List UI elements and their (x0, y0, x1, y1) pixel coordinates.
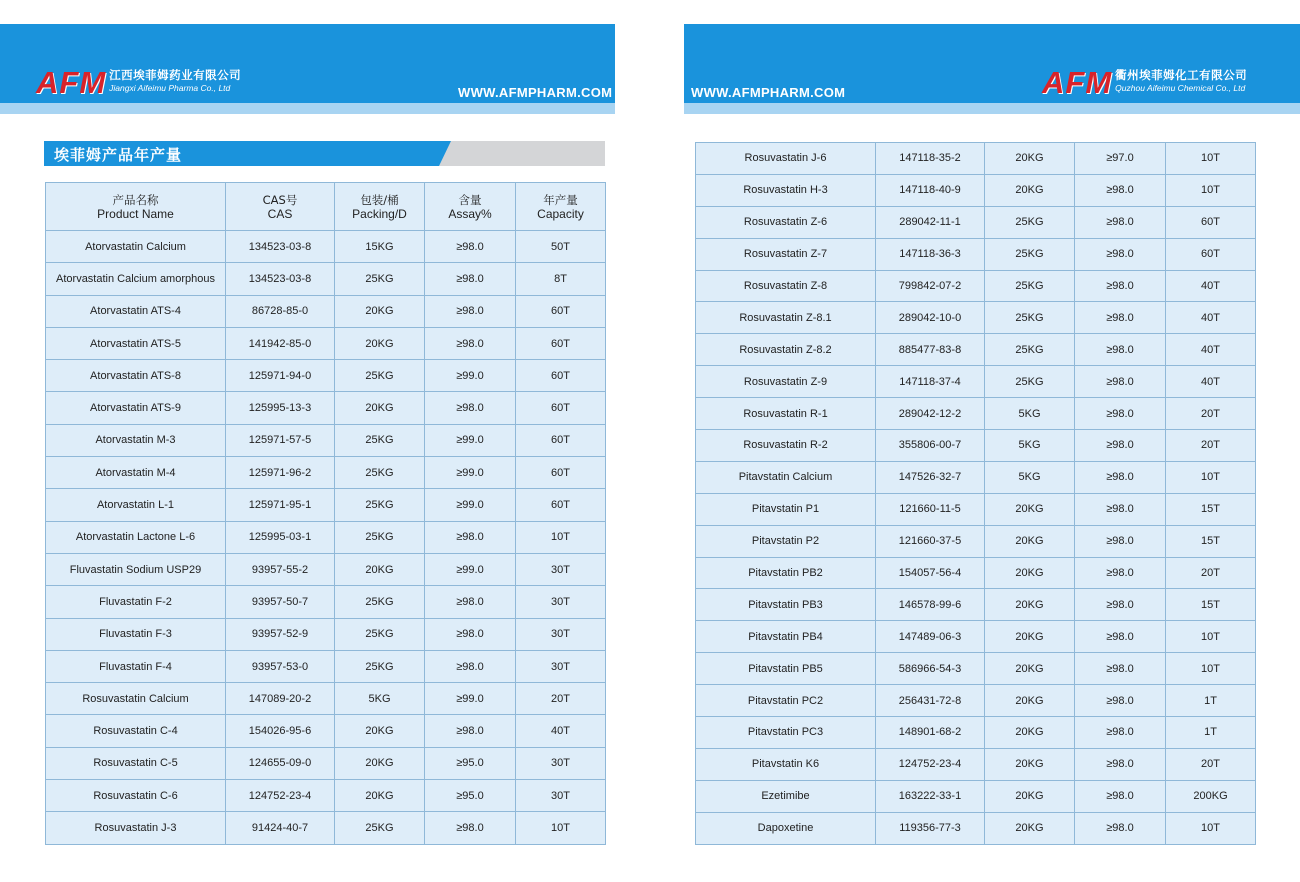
capacity-cell: 20T (1166, 398, 1256, 430)
packing-cell: 20KG (335, 327, 425, 359)
table-row (696, 653, 1256, 685)
capacity-cell: 40T (1166, 270, 1256, 302)
assay-cell: ≥95.0 (425, 780, 516, 812)
packing-cell: 25KG (985, 366, 1075, 398)
cas-cell: 154057-56-4 (876, 557, 985, 589)
product-name-cell: Pitavstatin PB2 (696, 557, 876, 589)
capacity-cell: 1T (1166, 717, 1256, 749)
cas-cell: 93957-50-7 (226, 586, 335, 618)
capacity-cell: 60T (516, 424, 606, 456)
product-name-cell: Rosuvastatin Z-7 (696, 238, 876, 270)
cas-cell: 154026-95-6 (226, 715, 335, 747)
right-header (684, 24, 1300, 114)
packing-cell: 20KG (335, 553, 425, 585)
company-name-cn: 江西埃菲姆药业有限公司 (109, 68, 242, 82)
product-name-cell: Rosuvastatin J-6 (696, 143, 876, 175)
assay-cell: ≥98.0 (1075, 366, 1166, 398)
left-header (0, 24, 615, 114)
header-capacity: 年产量 Capacity (516, 183, 606, 231)
cas-cell: 125971-94-0 (226, 360, 335, 392)
cas-cell: 93957-55-2 (226, 553, 335, 585)
assay-cell: ≥98.0 (1075, 525, 1166, 557)
product-name-cell: Rosuvastatin Calcium (46, 683, 226, 715)
product-name-cell: Rosuvastatin H-3 (696, 174, 876, 206)
assay-cell: ≥98.0 (425, 263, 516, 295)
capacity-cell: 40T (1166, 334, 1256, 366)
product-name-cell: Atorvastatin ATS-8 (46, 360, 226, 392)
table-row (696, 366, 1256, 398)
section-title: 埃菲姆产品年产量 (54, 146, 183, 164)
packing-cell: 20KG (985, 174, 1075, 206)
assay-cell: ≥98.0 (425, 586, 516, 618)
cas-cell: 147118-37-4 (876, 366, 985, 398)
capacity-cell: 20T (1166, 748, 1256, 780)
product-name-cell: Rosuvastatin C-6 (46, 780, 226, 812)
table-row (46, 780, 606, 812)
assay-cell: ≥98.0 (1075, 302, 1166, 334)
cas-cell: 147118-35-2 (876, 143, 985, 175)
packing-cell: 25KG (335, 424, 425, 456)
assay-cell: ≥99.0 (425, 489, 516, 521)
assay-cell: ≥98.0 (1075, 270, 1166, 302)
capacity-cell: 10T (516, 521, 606, 553)
capacity-cell: 200KG (1166, 780, 1256, 812)
assay-cell: ≥98.0 (1075, 238, 1166, 270)
assay-cell: ≥98.0 (1075, 748, 1166, 780)
packing-cell: 25KG (985, 206, 1075, 238)
packing-cell: 25KG (335, 521, 425, 553)
capacity-cell: 10T (1166, 461, 1256, 493)
product-name-cell: Fluvastatin F-2 (46, 586, 226, 618)
table-row (46, 553, 606, 585)
assay-cell: ≥98.0 (1075, 812, 1166, 844)
header-product-name: 产品名称 Product Name (46, 183, 226, 231)
packing-cell: 5KG (985, 461, 1075, 493)
table-row (696, 430, 1256, 462)
packing-cell: 20KG (985, 621, 1075, 653)
product-name-cell: Atorvastatin Calcium amorphous (46, 263, 226, 295)
packing-cell: 20KG (985, 493, 1075, 525)
cas-cell: 93957-53-0 (226, 650, 335, 682)
cas-cell: 91424-40-7 (226, 812, 335, 844)
assay-cell: ≥99.0 (425, 360, 516, 392)
product-name-cell: Pitavstatin PB5 (696, 653, 876, 685)
cas-cell: 121660-37-5 (876, 525, 985, 557)
packing-cell: 15KG (335, 231, 425, 263)
packing-cell: 20KG (985, 557, 1075, 589)
packing-cell: 25KG (985, 334, 1075, 366)
cas-cell: 147489-06-3 (876, 621, 985, 653)
assay-cell: ≥98.0 (1075, 557, 1166, 589)
assay-cell: ≥99.0 (425, 683, 516, 715)
table-row (696, 557, 1256, 589)
product-name-cell: Rosuvastatin C-4 (46, 715, 226, 747)
packing-cell: 25KG (335, 586, 425, 618)
cas-cell: 124752-23-4 (226, 780, 335, 812)
packing-cell: 5KG (335, 683, 425, 715)
capacity-cell: 60T (1166, 238, 1256, 270)
table-row (46, 747, 606, 779)
table-row (46, 586, 606, 618)
table-row (696, 302, 1256, 334)
product-name-cell: Pitavstatin P1 (696, 493, 876, 525)
table-row (696, 398, 1256, 430)
header-cas: CAS号 CAS (226, 183, 335, 231)
capacity-cell: 30T (516, 780, 606, 812)
packing-cell: 25KG (985, 238, 1075, 270)
product-name-cell: Pitavstatin PC3 (696, 717, 876, 749)
product-name-cell: Fluvastatin F-4 (46, 650, 226, 682)
cas-cell: 125971-57-5 (226, 424, 335, 456)
cas-cell: 125995-03-1 (226, 521, 335, 553)
assay-cell: ≥98.0 (1075, 206, 1166, 238)
left-product-table (45, 182, 606, 845)
cas-cell: 148901-68-2 (876, 717, 985, 749)
product-name-cell: Pitavstatin P2 (696, 525, 876, 557)
product-name-cell: Ezetimibe (696, 780, 876, 812)
product-name-cell: Rosuvastatin Z-8 (696, 270, 876, 302)
table-row (46, 650, 606, 682)
assay-cell: ≥98.0 (425, 231, 516, 263)
table-row (46, 231, 606, 263)
capacity-cell: 15T (1166, 589, 1256, 621)
table-row (696, 621, 1256, 653)
packing-cell: 25KG (985, 302, 1075, 334)
cas-cell: 124655-09-0 (226, 747, 335, 779)
product-name-cell: Rosuvastatin Z-9 (696, 366, 876, 398)
packing-cell: 25KG (335, 650, 425, 682)
product-name-cell: Pitavstatin K6 (696, 748, 876, 780)
packing-cell: 25KG (335, 812, 425, 844)
left-company-logo (36, 65, 242, 100)
assay-cell: ≥98.0 (1075, 398, 1166, 430)
capacity-cell: 50T (516, 231, 606, 263)
cas-cell: 256431-72-8 (876, 685, 985, 717)
cas-cell: 147118-36-3 (876, 238, 985, 270)
packing-cell: 20KG (985, 717, 1075, 749)
cas-cell: 147089-20-2 (226, 683, 335, 715)
capacity-cell: 60T (516, 360, 606, 392)
product-name-cell: Pitavstatin PC2 (696, 685, 876, 717)
capacity-cell: 20T (1166, 557, 1256, 589)
header-band (0, 103, 615, 114)
capacity-cell: 40T (1166, 302, 1256, 334)
packing-cell: 5KG (985, 398, 1075, 430)
assay-cell: ≥98.0 (425, 812, 516, 844)
product-name-cell: Rosuvastatin Z-8.1 (696, 302, 876, 334)
assay-cell: ≥98.0 (1075, 717, 1166, 749)
packing-cell: 25KG (335, 360, 425, 392)
table-row (696, 143, 1256, 175)
cas-cell: 125971-96-2 (226, 457, 335, 489)
assay-cell: ≥99.0 (425, 553, 516, 585)
company-name-cn: 衢州埃菲姆化工有限公司 (1115, 68, 1248, 82)
packing-cell: 25KG (985, 270, 1075, 302)
table-row (46, 457, 606, 489)
product-name-cell: Fluvastatin Sodium USP29 (46, 553, 226, 585)
cas-cell: 86728-85-0 (226, 295, 335, 327)
header-band (684, 103, 1300, 114)
table-row (696, 174, 1256, 206)
packing-cell: 20KG (335, 295, 425, 327)
header-packing: 包装/桶 Packing/D (335, 183, 425, 231)
product-name-cell: Pitavstatin Calcium (696, 461, 876, 493)
product-name-cell: Atorvastatin ATS-9 (46, 392, 226, 424)
table-row (46, 812, 606, 844)
capacity-cell: 60T (516, 327, 606, 359)
product-name-cell: Atorvastatin L-1 (46, 489, 226, 521)
product-name-cell: Rosuvastatin J-3 (46, 812, 226, 844)
table-row (696, 748, 1256, 780)
afm-logo-mark: AFM (1042, 65, 1113, 100)
table-row (696, 685, 1256, 717)
cas-cell: 289042-11-1 (876, 206, 985, 238)
assay-cell: ≥98.0 (425, 295, 516, 327)
cas-cell: 289042-12-2 (876, 398, 985, 430)
assay-cell: ≥98.0 (425, 618, 516, 650)
capacity-cell: 15T (1166, 493, 1256, 525)
product-name-cell: Dapoxetine (696, 812, 876, 844)
capacity-cell: 60T (1166, 206, 1256, 238)
company-name-en: Quzhou Aifeimu Chemical Co., Ltd (1115, 83, 1246, 93)
packing-cell: 20KG (335, 392, 425, 424)
assay-cell: ≥98.0 (1075, 174, 1166, 206)
table-row (46, 360, 606, 392)
packing-cell: 20KG (985, 525, 1075, 557)
table-row (696, 461, 1256, 493)
assay-cell: ≥98.0 (1075, 334, 1166, 366)
table-row (46, 424, 606, 456)
capacity-cell: 10T (1166, 653, 1256, 685)
capacity-cell: 8T (516, 263, 606, 295)
packing-cell: 20KG (985, 143, 1075, 175)
packing-cell: 20KG (985, 685, 1075, 717)
header-assay: 含量 Assay% (425, 183, 516, 231)
table-row (46, 392, 606, 424)
capacity-cell: 60T (516, 295, 606, 327)
cas-cell: 93957-52-9 (226, 618, 335, 650)
product-name-cell: Rosuvastatin R-1 (696, 398, 876, 430)
assay-cell: ≥98.0 (1075, 621, 1166, 653)
product-name-cell: Atorvastatin ATS-4 (46, 295, 226, 327)
table-row (46, 295, 606, 327)
capacity-cell: 40T (1166, 366, 1256, 398)
product-name-cell: Atorvastatin M-3 (46, 424, 226, 456)
product-name-cell: Pitavstatin PB3 (696, 589, 876, 621)
section-title-bar (44, 141, 605, 166)
capacity-cell: 30T (516, 650, 606, 682)
table-row (696, 780, 1256, 812)
capacity-cell: 10T (1166, 174, 1256, 206)
assay-cell: ≥98.0 (1075, 685, 1166, 717)
table-row (46, 521, 606, 553)
packing-cell: 25KG (335, 263, 425, 295)
capacity-cell: 10T (1166, 812, 1256, 844)
cas-cell: 885477-83-8 (876, 334, 985, 366)
product-name-cell: Rosuvastatin R-2 (696, 430, 876, 462)
table-row (696, 270, 1256, 302)
cas-cell: 146578-99-6 (876, 589, 985, 621)
capacity-cell: 20T (1166, 430, 1256, 462)
capacity-cell: 1T (1166, 685, 1256, 717)
table-row (696, 238, 1256, 270)
assay-cell: ≥99.0 (425, 457, 516, 489)
table-row (46, 618, 606, 650)
packing-cell: 20KG (335, 780, 425, 812)
assay-cell: ≥95.0 (425, 747, 516, 779)
assay-cell: ≥98.0 (1075, 780, 1166, 812)
afm-logo-mark: AFM (36, 65, 107, 100)
packing-cell: 20KG (335, 747, 425, 779)
product-name-cell: Atorvastatin Lactone L-6 (46, 521, 226, 553)
capacity-cell: 10T (1166, 621, 1256, 653)
capacity-cell: 30T (516, 618, 606, 650)
assay-cell: ≥98.0 (1075, 493, 1166, 525)
assay-cell: ≥97.0 (1075, 143, 1166, 175)
packing-cell: 20KG (985, 780, 1075, 812)
packing-cell: 5KG (985, 430, 1075, 462)
capacity-cell: 40T (516, 715, 606, 747)
cas-cell: 119356-77-3 (876, 812, 985, 844)
packing-cell: 25KG (335, 618, 425, 650)
table-row (46, 683, 606, 715)
product-name-cell: Atorvastatin M-4 (46, 457, 226, 489)
cas-cell: 586966-54-3 (876, 653, 985, 685)
cas-cell: 799842-07-2 (876, 270, 985, 302)
cas-cell: 125995-13-3 (226, 392, 335, 424)
table-row (696, 493, 1256, 525)
assay-cell: ≥98.0 (425, 392, 516, 424)
assay-cell: ≥98.0 (1075, 589, 1166, 621)
table-row (46, 489, 606, 521)
cas-cell: 121660-11-5 (876, 493, 985, 525)
table-row (696, 589, 1256, 621)
packing-cell: 25KG (335, 457, 425, 489)
packing-cell: 20KG (985, 589, 1075, 621)
right-company-logo (1042, 65, 1248, 100)
product-name-cell: Fluvastatin F-3 (46, 618, 226, 650)
cas-cell: 124752-23-4 (876, 748, 985, 780)
right-product-table (695, 142, 1256, 845)
capacity-cell: 10T (516, 812, 606, 844)
cas-cell: 141942-85-0 (226, 327, 335, 359)
company-name-en: Jiangxi Aifeimu Pharma Co., Ltd (109, 83, 231, 93)
table-row (696, 525, 1256, 557)
capacity-cell: 30T (516, 586, 606, 618)
product-name-cell: Atorvastatin ATS-5 (46, 327, 226, 359)
assay-cell: ≥98.0 (425, 327, 516, 359)
table-row (46, 327, 606, 359)
cas-cell: 147526-32-7 (876, 461, 985, 493)
cas-cell: 125971-95-1 (226, 489, 335, 521)
cas-cell: 163222-33-1 (876, 780, 985, 812)
right-table-body (696, 143, 1256, 845)
cas-cell: 134523-03-8 (226, 231, 335, 263)
cas-cell: 289042-10-0 (876, 302, 985, 334)
table-row (696, 717, 1256, 749)
product-name-cell: Rosuvastatin Z-8.2 (696, 334, 876, 366)
cas-cell: 147118-40-9 (876, 174, 985, 206)
packing-cell: 20KG (335, 715, 425, 747)
product-name-cell: Pitavstatin PB4 (696, 621, 876, 653)
capacity-cell: 60T (516, 392, 606, 424)
capacity-cell: 10T (1166, 143, 1256, 175)
left-table-body (46, 231, 606, 845)
table-row (696, 206, 1256, 238)
table-row (696, 812, 1256, 844)
assay-cell: ≥98.0 (425, 715, 516, 747)
website-url[interactable]: WWW.AFMPHARM.COM (458, 85, 613, 100)
assay-cell: ≥98.0 (425, 650, 516, 682)
assay-cell: ≥98.0 (1075, 430, 1166, 462)
capacity-cell: 30T (516, 747, 606, 779)
cas-cell: 355806-00-7 (876, 430, 985, 462)
capacity-cell: 30T (516, 553, 606, 585)
capacity-cell: 20T (516, 683, 606, 715)
packing-cell: 20KG (985, 748, 1075, 780)
table-row (46, 715, 606, 747)
table-row (46, 263, 606, 295)
assay-cell: ≥98.0 (1075, 653, 1166, 685)
assay-cell: ≥98.0 (1075, 461, 1166, 493)
assay-cell: ≥98.0 (425, 521, 516, 553)
capacity-cell: 60T (516, 489, 606, 521)
packing-cell: 20KG (985, 812, 1075, 844)
product-name-cell: Atorvastatin Calcium (46, 231, 226, 263)
table-row (696, 334, 1256, 366)
packing-cell: 20KG (985, 653, 1075, 685)
packing-cell: 25KG (335, 489, 425, 521)
product-name-cell: Rosuvastatin C-5 (46, 747, 226, 779)
capacity-cell: 15T (1166, 525, 1256, 557)
assay-cell: ≥99.0 (425, 424, 516, 456)
capacity-cell: 60T (516, 457, 606, 489)
cas-cell: 134523-03-8 (226, 263, 335, 295)
product-name-cell: Rosuvastatin Z-6 (696, 206, 876, 238)
website-url[interactable]: WWW.AFMPHARM.COM (691, 85, 846, 100)
table-header-row (46, 183, 606, 231)
